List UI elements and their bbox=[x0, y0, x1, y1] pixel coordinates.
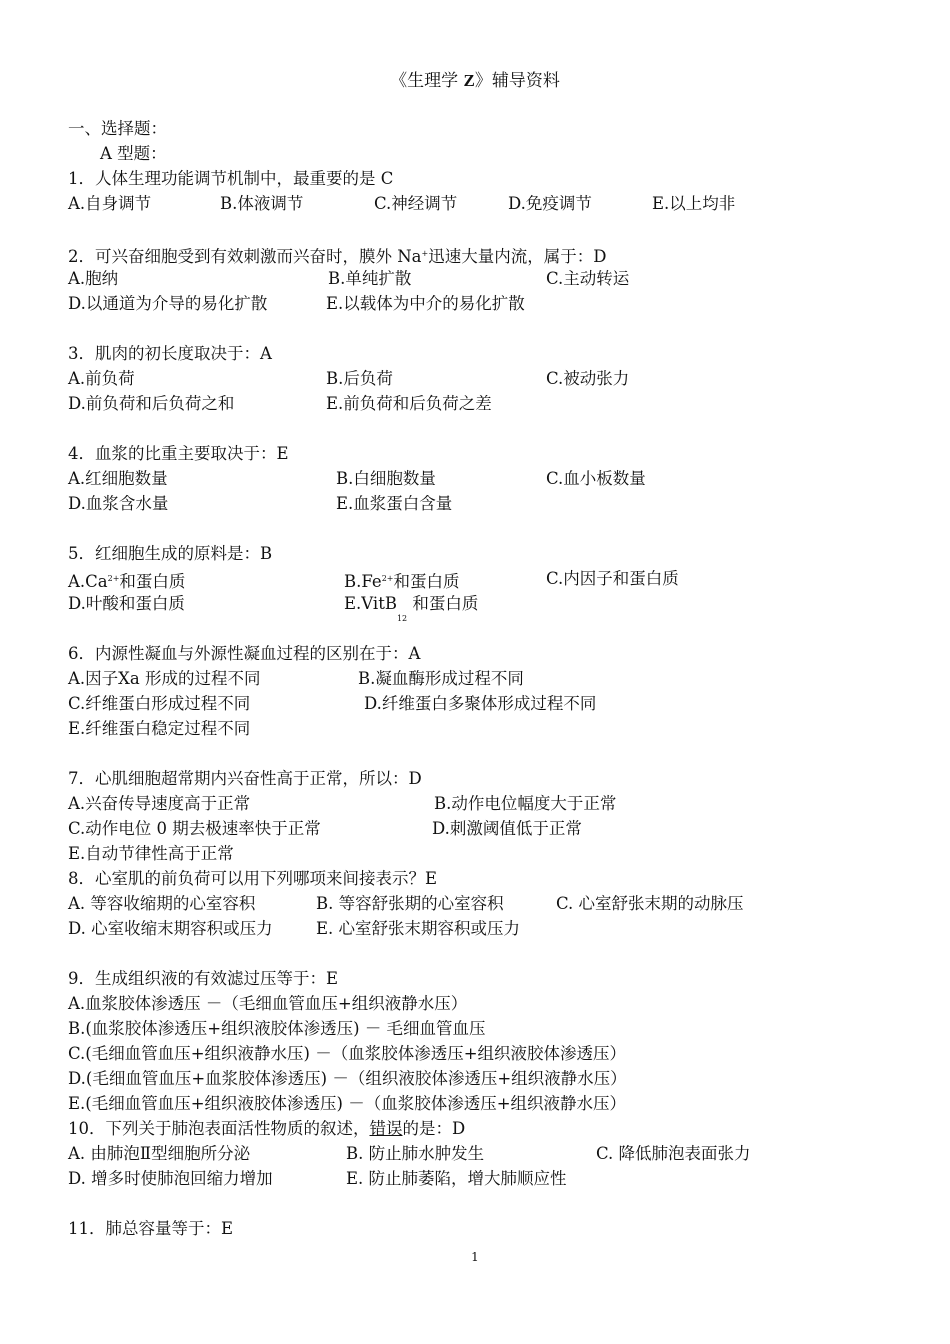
option-row bbox=[68, 816, 898, 841]
option: D.前负荷和后负荷之和 bbox=[68, 394, 235, 413]
question-stem: 8．心室肌的前负荷可以用下列哪项来间接表示？E bbox=[68, 869, 438, 888]
option: B.凝血酶形成过程不同 bbox=[358, 669, 524, 688]
option: A.自身调节 bbox=[68, 194, 152, 213]
option: E.自动节律性高于正常 bbox=[68, 844, 234, 863]
option: E.(毛细血管血压+组织液胶体渗透压) －（血浆胶体渗透压+组织液静水压） bbox=[68, 1094, 627, 1113]
question-stem: 10．下列关于肺泡表面活性物质的叙述，错误的是：D bbox=[68, 1119, 466, 1138]
option: D.免疫调节 bbox=[508, 194, 592, 213]
question-stem: 3．肌肉的初长度取决于：A bbox=[68, 344, 272, 363]
question-stem: 1．人体生理功能调节机制中，最重要的是 C bbox=[68, 169, 394, 188]
option: A.血浆胶体渗透压 －（毛细血管血压+组织液静水压） bbox=[68, 994, 468, 1013]
option: C.(毛细血管血压+组织液静水压) －（血浆胶体渗透压+组织液胶体渗透压） bbox=[68, 1044, 627, 1063]
option: B. 等容舒张期的心室容积 bbox=[316, 894, 504, 913]
option: D.纤维蛋白多聚体形成过程不同 bbox=[364, 694, 597, 713]
option: D.刺激阈值低于正常 bbox=[432, 819, 582, 838]
option: $B.Fe^{2+}$和蛋白质 bbox=[344, 572, 460, 591]
option: B. 防止肺水肿发生 bbox=[346, 1144, 485, 1163]
option-row bbox=[68, 691, 898, 716]
subsection-heading: A 型题： bbox=[100, 144, 167, 163]
option: E.前负荷和后负荷之差 bbox=[326, 394, 492, 413]
question-stem: 4．血浆的比重主要取决于：E bbox=[68, 444, 289, 463]
option-row bbox=[68, 791, 898, 816]
option: E.以载体为中介的易化扩散 bbox=[326, 294, 525, 313]
option-row bbox=[68, 916, 898, 941]
option: B.后负荷 bbox=[326, 369, 393, 388]
question-stem: 11．肺总容量等于：E bbox=[68, 1219, 234, 1238]
option: D.血浆含水量 bbox=[68, 494, 169, 513]
question-list bbox=[68, 116, 898, 1241]
question-stem: 5．红细胞生成的原料是：B bbox=[68, 544, 273, 563]
option: A.兴奋传导速度高于正常 bbox=[68, 794, 251, 813]
option: C.纤维蛋白形成过程不同 bbox=[68, 694, 251, 713]
question-stem: 9．生成组织液的有效滤过压等于：E bbox=[68, 969, 339, 988]
option: C.神经调节 bbox=[374, 194, 458, 213]
option: A.红细胞数量 bbox=[68, 469, 168, 488]
option: D. 心室收缩末期容积或压力 bbox=[68, 919, 273, 938]
option: D.以通道为介导的易化扩散 bbox=[68, 294, 268, 313]
option-row bbox=[68, 1166, 898, 1191]
option: E.以上均非 bbox=[652, 194, 736, 213]
option: E. 心室舒张末期容积或压力 bbox=[316, 919, 521, 938]
option: C.动作电位 0 期去极速率快于正常 bbox=[68, 819, 321, 838]
option: E.纤维蛋白稳定过程不同 bbox=[68, 719, 251, 738]
option-row bbox=[68, 591, 898, 623]
option: C.内因子和蛋白质 bbox=[546, 569, 679, 588]
page-number: 1 bbox=[471, 1250, 479, 1264]
question-stem: 7．心肌细胞超常期内兴奋性高于正常，所以：D bbox=[68, 769, 422, 788]
option: A.因子Ⅹa 形成的过程不同 bbox=[68, 669, 261, 688]
option: C.血小板数量 bbox=[546, 469, 646, 488]
option: $A.Ca^{2+}$和蛋白质 bbox=[68, 572, 186, 591]
option: B.动作电位幅度大于正常 bbox=[434, 794, 617, 813]
underlined-keyword: 错误 bbox=[369, 1119, 403, 1138]
option: E.血浆蛋白含量 bbox=[336, 494, 453, 513]
option: B.体液调节 bbox=[220, 194, 304, 213]
option-row bbox=[68, 491, 898, 516]
option: A.前负荷 bbox=[68, 369, 135, 388]
option: A. 等容收缩期的心室容积 bbox=[68, 894, 256, 913]
option: B.白细胞数量 bbox=[336, 469, 436, 488]
option: C. 心室舒张末期的动脉压 bbox=[556, 894, 744, 913]
option-row bbox=[68, 841, 898, 866]
option-row bbox=[68, 666, 898, 691]
option: A. 由肺泡Ⅱ型细胞所分泌 bbox=[68, 1144, 251, 1163]
option: D.(毛细血管血压+血浆胶体渗透压) －（组织液胶体渗透压+组织液静水压） bbox=[68, 1069, 627, 1088]
section-heading: 一、选择题： bbox=[68, 119, 167, 138]
document-title: 《生理学 Z》辅导资料 bbox=[390, 71, 560, 91]
option: C.被动张力 bbox=[546, 369, 630, 388]
option: D.叶酸和蛋白质 bbox=[68, 594, 185, 613]
option: E. 防止肺萎陷，增大肺顺应性 bbox=[346, 1169, 567, 1188]
option-row bbox=[68, 566, 898, 591]
option-row bbox=[68, 1141, 898, 1166]
option-row bbox=[68, 291, 898, 316]
option-row bbox=[68, 891, 898, 916]
option-row bbox=[68, 716, 898, 741]
option: B.(血浆胶体渗透压+组织液胶体渗透压) － 毛细血管血压 bbox=[68, 1019, 486, 1038]
option: C.主动转运 bbox=[546, 269, 630, 288]
option: E.VitB$_{12}$ 和蛋白质 bbox=[344, 594, 479, 623]
option-row bbox=[68, 266, 898, 291]
question-stem: 6．内源性凝血与外源性凝血过程的区别在于：A bbox=[68, 644, 421, 663]
option-row bbox=[68, 391, 898, 416]
option: C. 降低肺泡表面张力 bbox=[596, 1144, 751, 1163]
option: A.胞纳 bbox=[68, 269, 119, 288]
option-row bbox=[68, 191, 898, 216]
option-row bbox=[68, 366, 898, 391]
option-row bbox=[68, 466, 898, 491]
option: B.单纯扩散 bbox=[328, 269, 412, 288]
question-stem: 2．可兴奋细胞受到有效刺激而兴奋时，膜外 Na+迅速大量内流，属于：D bbox=[68, 247, 607, 266]
option: D. 增多时使肺泡回缩力增加 bbox=[68, 1169, 273, 1188]
